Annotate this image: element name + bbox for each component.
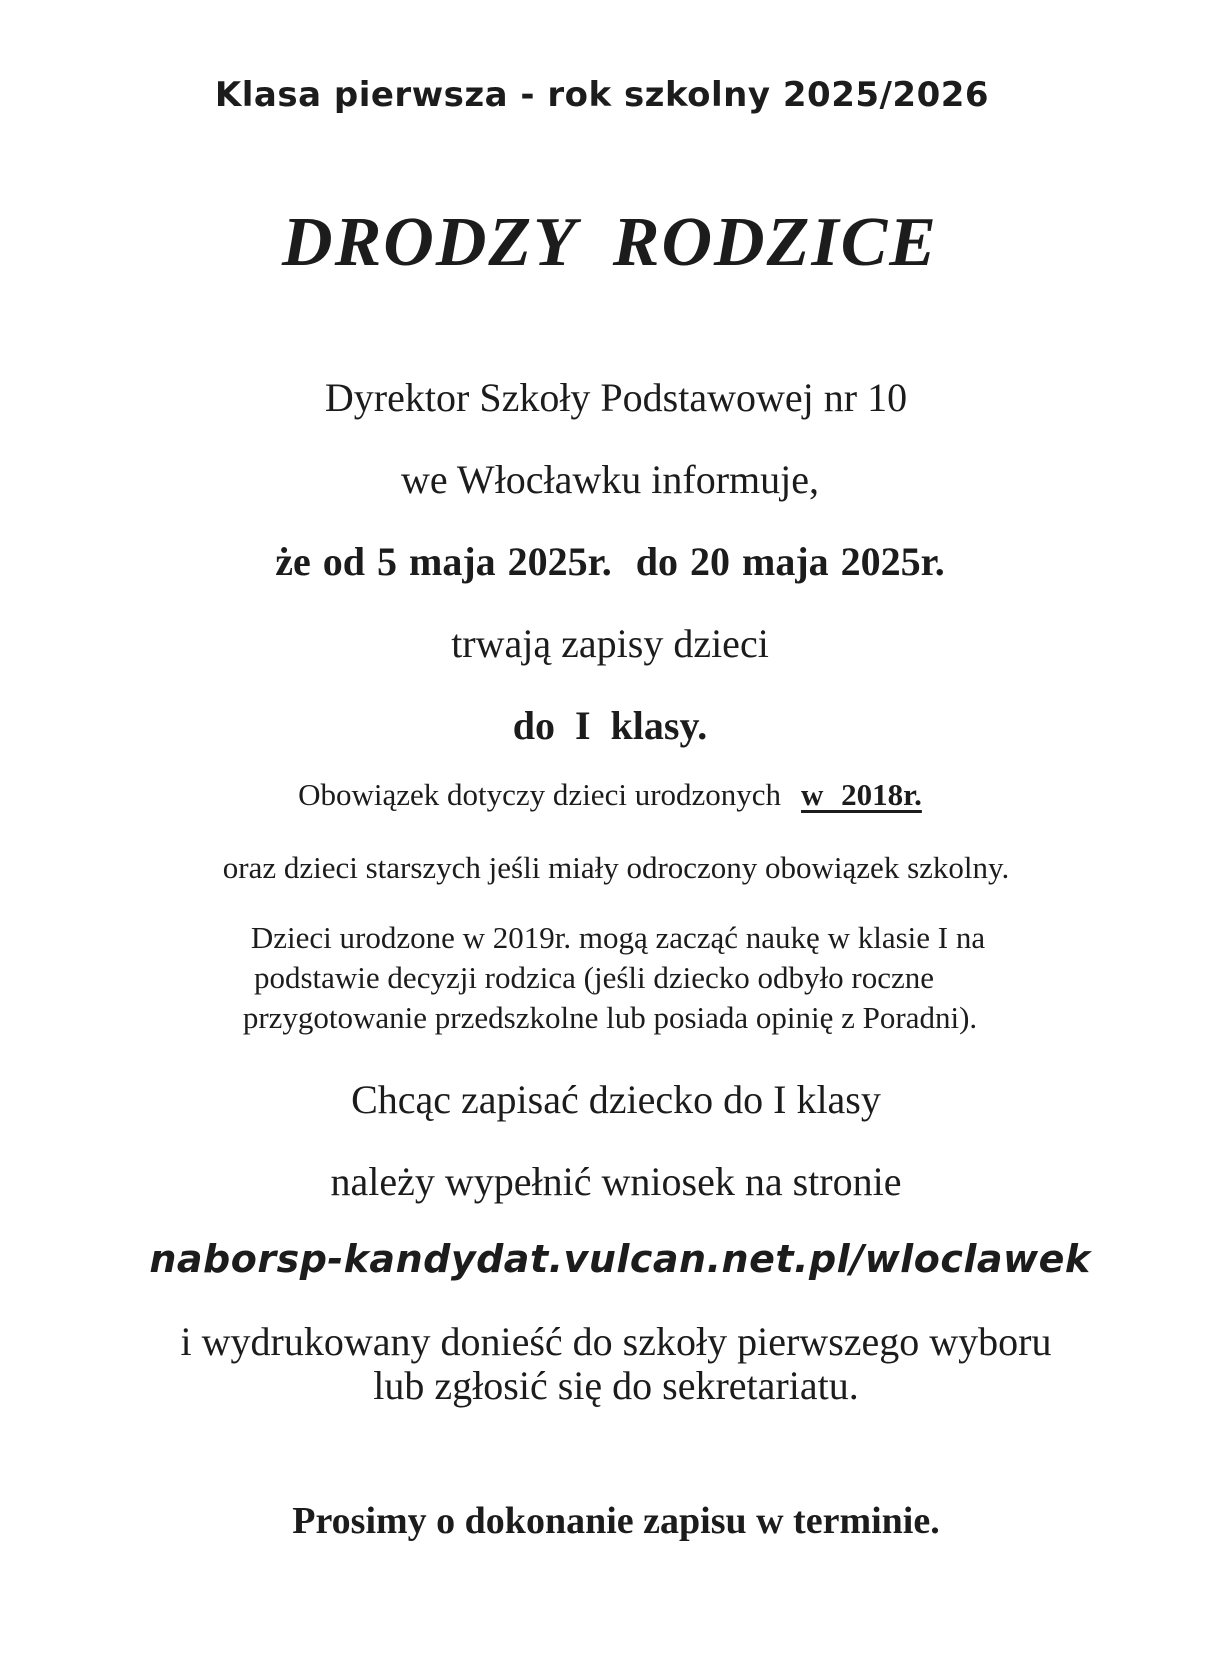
older-children-line: oraz dzieci starszych jeśli miały odroczony obowiązek szkolny. (222, 850, 1010, 885)
obligation-year: w 2018r. (801, 777, 922, 812)
class-line: do I klasy. (512, 703, 708, 748)
enrollment-dates (0, 539, 1220, 584)
younger-children-line-2: podstawie decyzji rodzica (jeśli dziecko odbyło roczne (253, 960, 934, 995)
director-line: Dyrektor Szkoły Podstawowej nr 10 (324, 375, 908, 420)
closing-request: Prosimy o dokonanie zapisu w terminie. (292, 1500, 940, 1542)
enrollment-info: trwają zapisy dzieci (451, 621, 769, 666)
date-to: do 20 maja 2025r. (635, 539, 945, 584)
apply-line-2: należy wypełnić wniosek na stronie (330, 1159, 902, 1204)
print-line-1: i wydrukowany donieść do szkoły pierwszego wyboru (180, 1319, 1052, 1364)
document-title: DRODZY RODZICE (282, 204, 938, 281)
obligation-line (0, 779, 1220, 810)
document-header: Klasa pierwsza - rok szkolny 2025/2026 (214, 75, 990, 115)
apply-line-1: Chcąc zapisać dziecko do I klasy (351, 1077, 881, 1122)
city-line: we Włocławku informuje, (400, 457, 820, 502)
younger-children-line-1: Dzieci urodzone w 2019r. mogą zacząć naukę w klasie I na (250, 920, 986, 955)
date-from: że od 5 maja 2025r. (275, 539, 612, 584)
print-line-2: lub zgłosić się do sekretariatu. (373, 1363, 859, 1408)
application-url: naborsp-kandydat.vulcan.net.pl/wloclawek (149, 1237, 1091, 1281)
younger-children-line-3: przygotowanie przedszkolne lub posiada opinię z Poradni). (242, 1000, 978, 1035)
obligation-text: Obowiązek dotyczy dzieci urodzonych (298, 777, 782, 812)
